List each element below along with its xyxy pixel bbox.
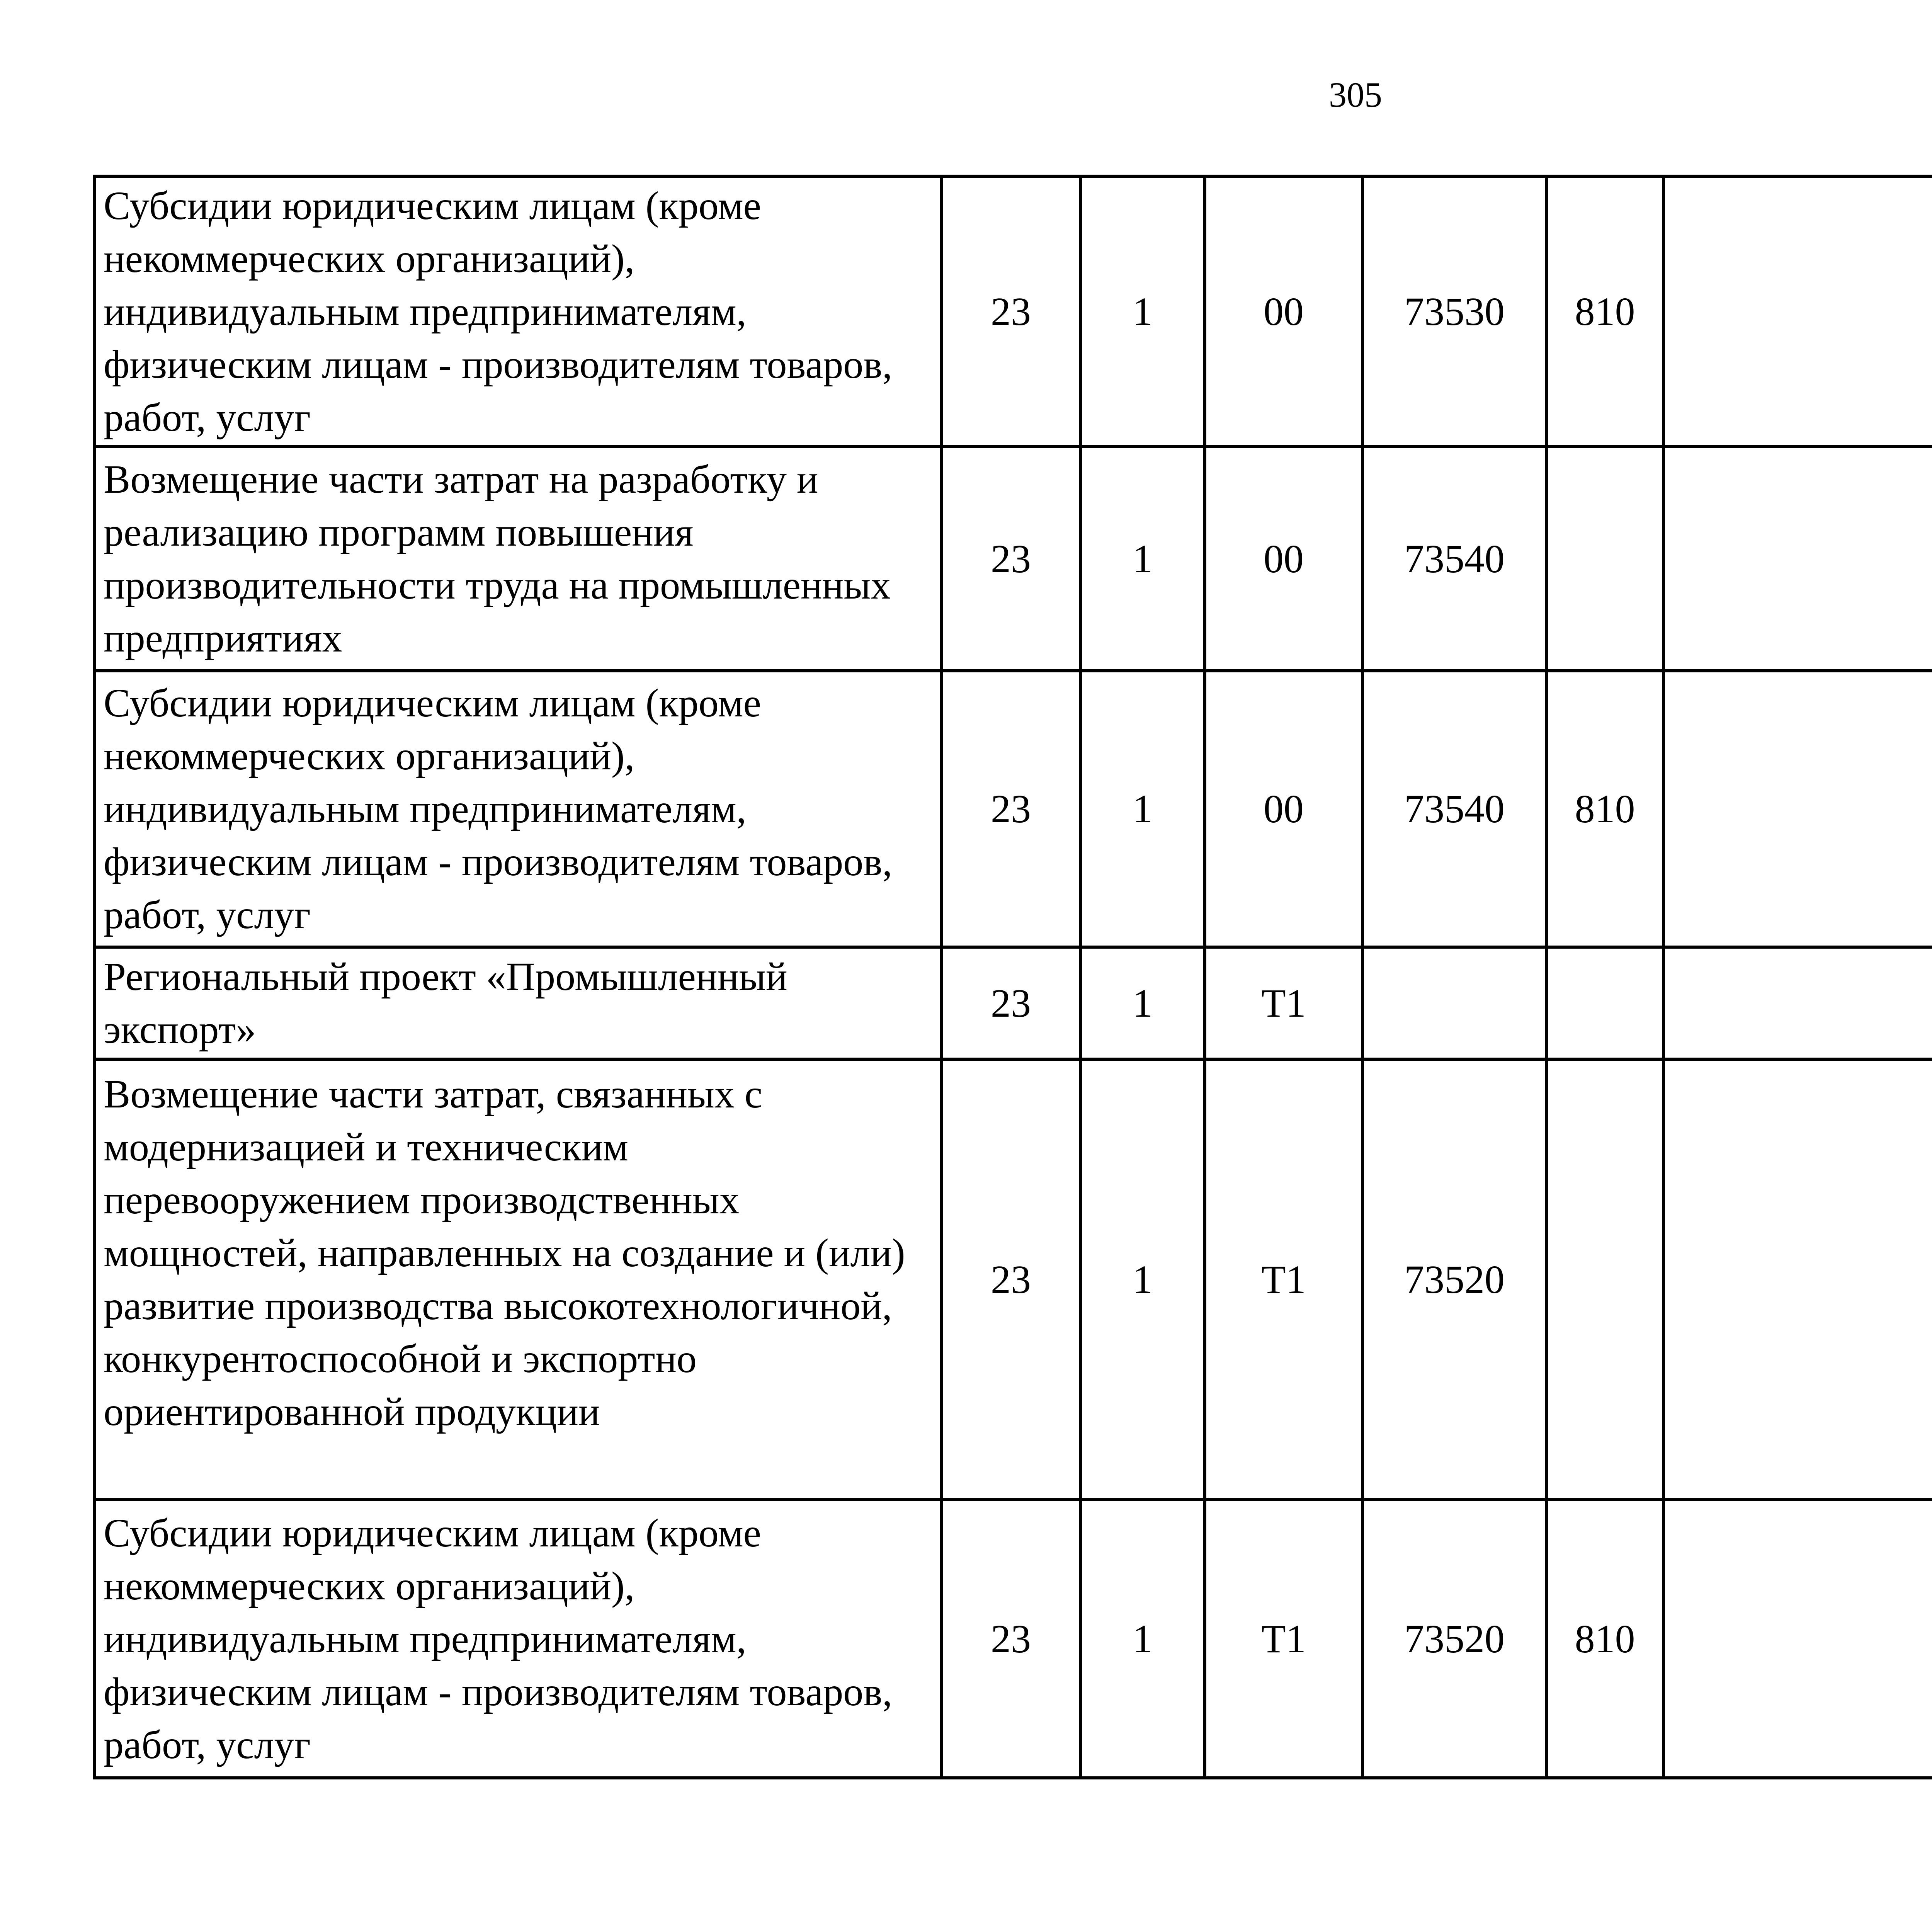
empty-amount-cell: [1663, 176, 1932, 447]
empty-amount-cell: [1663, 1500, 1932, 1778]
expense-type-cell: 810: [1546, 1500, 1663, 1778]
expense-type-cell: [1546, 447, 1663, 671]
subprogram-code-cell: 1: [1080, 447, 1205, 671]
main-event-code-cell: Т1: [1205, 1059, 1362, 1500]
subprogram-code-cell: 1: [1080, 947, 1205, 1059]
direction-code-cell: 73520: [1362, 1059, 1546, 1500]
section-code-cell: 23: [941, 1500, 1080, 1778]
section-code-cell: 23: [941, 1059, 1080, 1500]
empty-amount-cell: [1663, 947, 1932, 1059]
main-event-code-cell: 00: [1205, 671, 1362, 947]
row-name-cell: Субсидии юридическим лицам (кроме некоммерческих организаций), индивидуальным предпринимателям, физическим лицам - производителям товаров, работ, услуг: [94, 176, 941, 447]
budget-table: [93, 175, 1932, 1779]
table-row: [94, 176, 1932, 447]
table-row: [94, 447, 1932, 671]
row-name-cell: Возмещение части затрат на разработку и реализацию программ повышения производительности труда на промышленных предприятиях: [94, 447, 941, 671]
section-code-cell: 23: [941, 447, 1080, 671]
page-number: 305: [1329, 75, 1382, 114]
empty-amount-cell: [1663, 671, 1932, 947]
expense-type-cell: [1546, 947, 1663, 1059]
row-name-cell: Субсидии юридическим лицам (кроме некоммерческих организаций), индивидуальным предпринимателям, физическим лицам - производителям товаров, работ, услуг: [94, 671, 941, 947]
direction-code-cell: 73540: [1362, 671, 1546, 947]
expense-type-cell: 810: [1546, 671, 1663, 947]
row-name-cell: Региональный проект «Промышленный экспорт»: [94, 947, 941, 1059]
subprogram-code-cell: 1: [1080, 1059, 1205, 1500]
subprogram-code-cell: 1: [1080, 671, 1205, 947]
section-code-cell: 23: [941, 671, 1080, 947]
row-name-cell: Субсидии юридическим лицам (кроме некоммерческих организаций), индивидуальным предпринимателям, физическим лицам - производителям товаров, работ, услуг: [94, 1500, 941, 1778]
subprogram-code-cell: 1: [1080, 1500, 1205, 1778]
direction-code-cell: 73520: [1362, 1500, 1546, 1778]
expense-type-cell: [1546, 1059, 1663, 1500]
main-event-code-cell: Т1: [1205, 947, 1362, 1059]
table-row: [94, 1059, 1932, 1500]
table-row: [94, 1500, 1932, 1778]
direction-code-cell: 73530: [1362, 176, 1546, 447]
empty-amount-cell: [1663, 1059, 1932, 1500]
main-event-code-cell: Т1: [1205, 1500, 1362, 1778]
empty-amount-cell: [1663, 447, 1932, 671]
main-event-code-cell: 00: [1205, 176, 1362, 447]
subprogram-code-cell: 1: [1080, 176, 1205, 447]
row-name-cell: Возмещение части затрат, связанных с модернизацией и техническим перевооружением производственных мощностей, направленных на создание и (или) развитие производства высокотехнологичной, конкурентоспособной и экспортно ориентированной продукции: [94, 1059, 941, 1500]
expense-type-cell: 810: [1546, 176, 1663, 447]
section-code-cell: 23: [941, 947, 1080, 1059]
table-row: [94, 947, 1932, 1059]
direction-code-cell: [1362, 947, 1546, 1059]
main-event-code-cell: 00: [1205, 447, 1362, 671]
table-row: [94, 671, 1932, 947]
direction-code-cell: 73540: [1362, 447, 1546, 671]
section-code-cell: 23: [941, 176, 1080, 447]
